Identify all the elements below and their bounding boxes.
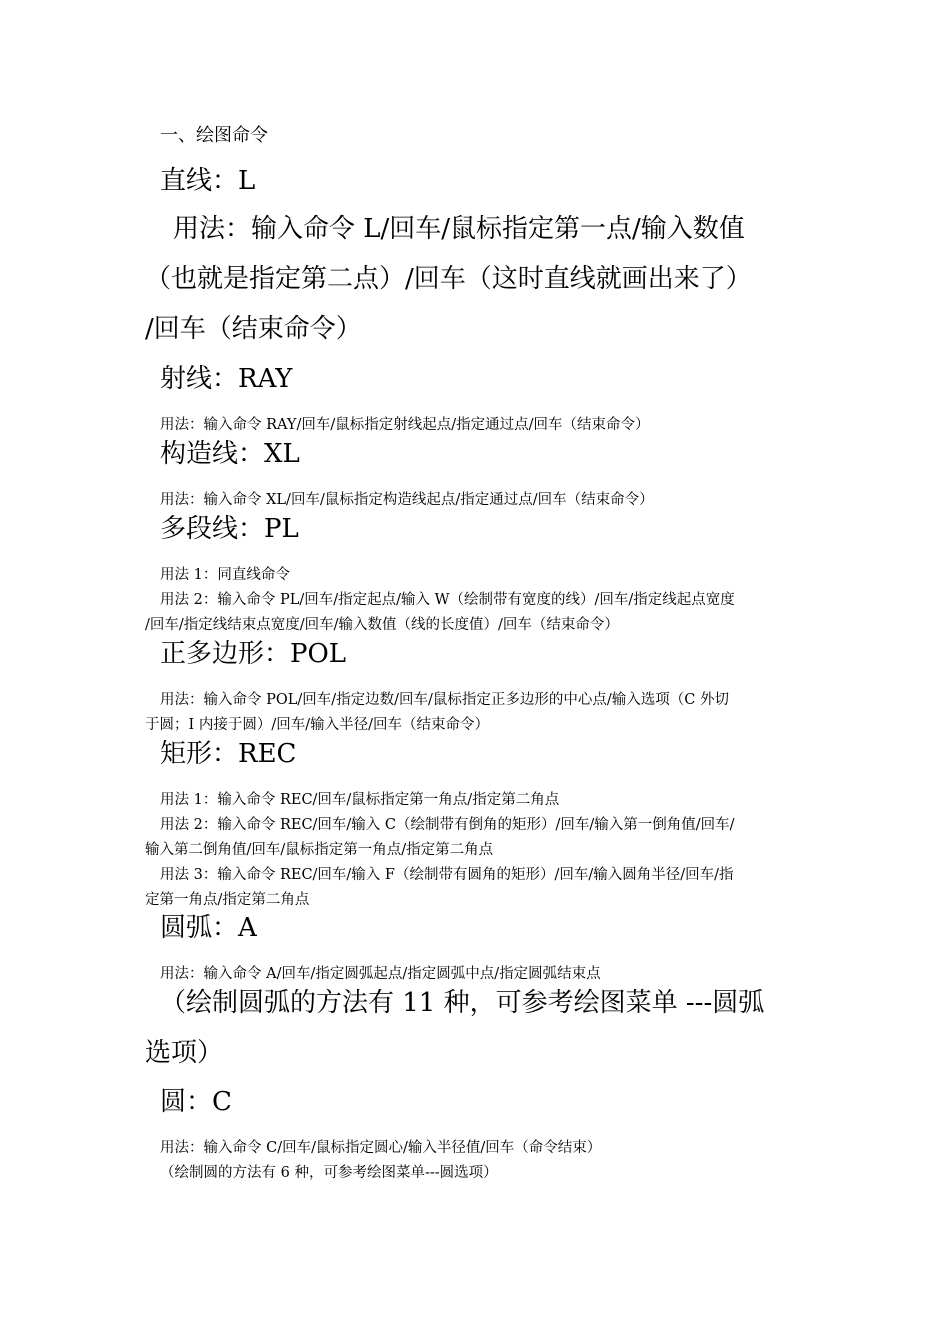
usage-rectangle-2: 用法 2：输入命令 REC/回车/输入 C（绘制带有倒角的矩形）/回车/输入第一倒角值/回车/ [160,817,735,833]
heading-arc: 圆弧：A [160,913,257,943]
usage-pline-2: 用法 2：输入命令 PL/回车/指定起点/输入 W（绘制带有宽度的线）/回车/指定线起点宽度 [160,592,735,608]
section-title: 一、绘图命令 [160,125,268,146]
heading-ray: 射线：RAY [160,364,293,394]
heading-circle: 圆：C [160,1087,232,1117]
usage-line-2: （也就是指定第二点）/回车（这时直线就画出来了） [145,264,752,294]
usage-pline-1: 用法 1：同直线命令 [160,567,290,583]
heading-line: 直线：L [160,166,256,196]
usage-circle: 用法：输入命令 C/回车/鼠标指定圆心/输入半径值/回车（命令结束） [160,1140,602,1156]
usage-polygon-2: 于圆；I 内接于圆）/回车/输入半径/回车（结束命令） [145,717,489,733]
usage-xline: 用法：输入命令 XL/回车/鼠标指定构造线起点/指定通过点/回车（结束命令） [160,492,654,508]
usage-ray: 用法：输入命令 RAY/回车/鼠标指定射线起点/指定通过点/回车（结束命令） [160,417,650,433]
usage-arc: 用法：输入命令 A/回车/指定圆弧起点/指定圆弧中点/指定圆弧结束点 [160,966,601,982]
heading-xline: 构造线：XL [160,439,300,469]
heading-pline: 多段线：PL [160,514,299,544]
usage-rectangle-3: 输入第二倒角值/回车/鼠标指定第一角点/指定第二角点 [145,842,494,858]
usage-line-3: /回车（结束命令） [145,314,362,344]
note-arc-2: 选项） [145,1038,224,1068]
heading-polygon: 正多边形：POL [160,639,347,669]
usage-rectangle-5: 定第一角点/指定第二角点 [145,892,310,908]
usage-rectangle-1: 用法 1：输入命令 REC/回车/鼠标指定第一角点/指定第二角点 [160,792,560,808]
heading-rectangle: 矩形：REC [160,739,297,769]
note-circle: （绘制圆的方法有 6 种，可参考绘图菜单---圆选项） [160,1165,498,1181]
usage-polygon-1: 用法：输入命令 POL/回车/指定边数/回车/鼠标指定正多边形的中心点/输入选项（C 外切 [160,692,730,708]
usage-pline-3: /回车/指定线结束点宽度/回车/输入数值（线的长度值）/回车（结束命令） [145,617,619,633]
usage-rectangle-4: 用法 3：输入命令 REC/回车/输入 F（绘制带有圆角的矩形）/回车/输入圆角半径/回车/指 [160,867,734,883]
note-arc-1: （绘制圆弧的方法有 11 种，可参考绘图菜单 ---圆弧 [160,988,765,1018]
usage-line-1: 用法：输入命令 L/回车/鼠标指定第一点/输入数值 [173,214,745,244]
